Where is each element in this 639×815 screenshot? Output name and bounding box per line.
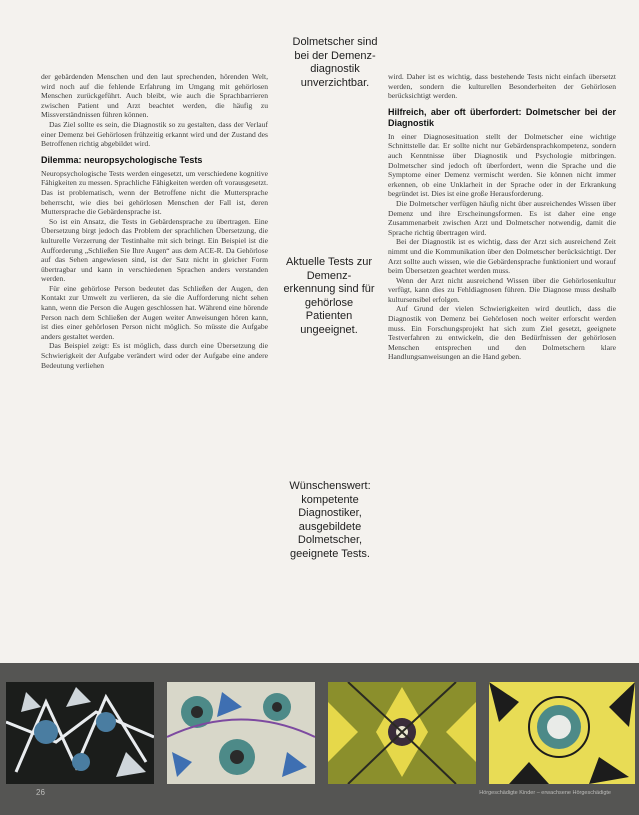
kaleidoscope-image-4	[489, 682, 635, 784]
right-paragraph-1: In einer Diagnosesituation stellt der Dolmetscher eine wichtige Schnittstelle dar. Er sollte nicht nur Gebärdensprachkompetenz, sondern auch Kenntnisse über Diagnostik und Psychologie mitbringen. Dolmetscher sind jedoch oft überfordert, wenn die Sprache und die Symptome einer Demenz vermischt werden. Sie können nicht immer erkennen, ob eine Unklarheit in der Sprache oder in der Erkrankung begründet ist. Dies ist eine große Herausforderung.	[388, 131, 616, 199]
section-heading-dilemma: Dilemma: neuropsychologische Tests	[41, 154, 203, 165]
left-paragraph-3: Für eine gehörlose Person bedeutet das Schließen der Augen, den Kontakt zur Umwelt zu verlieren, da sie die Aufforderung nicht sehen kann, wenn die Person die Augen geschlossen hat. Während eine hörende Person nach dem Schließen der Augen weiter Anweisungen hören kann, ist dies einer gehörlosen Person nicht möglich. So müsste die Aufgabe anders gestaltet werden.	[41, 283, 268, 341]
kaleidoscope-image-1	[6, 682, 154, 784]
page-number: 26	[36, 788, 45, 797]
kaleidoscope-image-2	[167, 682, 315, 784]
right-intro-paragraph-1: wird. Daher ist es wichtig, dass bestehende Tests nicht einfach übersetzt werden, sondern die kulturellen Besonderheiten der Gehörlosen berücksichtigt werden.	[388, 72, 616, 101]
left-paragraph-2: So ist ein Ansatz, die Tests in Gebärdensprache zu übertragen. Eine Übersetzung birgt jedoch das Problem der sprachlichen Übersetzung, die kulturelle Verzerrung der Testinhalte mit sich bringt. Ein Beispiel ist die Aufforderung „Schließen Sie Ihre Augen“ aus dem ACE-R. Da Gehörlose auf das Sehen angewiesen sind, ist der Satz nicht in gleicher Form übertragbar und kann in verschiedenen Sprachen anders verstanden werden.	[41, 216, 268, 284]
left-intro-paragraph-1: der gebärdenden Menschen und den laut sprechenden, hörenden Welt, wird noch auf die fehlende Erfahrung im Umgang mit gehörlosen Menschen zurückgeführt. Auch bleibt, wie auch die Sprachbarrieren zwischen Patient und Arzt beachtet werden, die häufig zu Missverständnissen führen können.	[41, 72, 268, 120]
pull-quote-3: Wünschenswert: kompetente Diagnostiker, ausgebildete Dolmetscher, geeignete Tests.	[289, 480, 371, 560]
right-paragraph-4: Wenn der Arzt nicht ausreichend Wissen über die Gehörlosenkultur verfügt, kann dies zu Fehldiagnosen führen. Die Diagnose muss deshalb kultursensibel erfolgen.	[388, 275, 616, 304]
left-paragraph-4: Das Beispiel zeigt: Es ist möglich, dass durch eine Übersetzung die Schwierigkeit der Aufgabe verändert wird oder der Aufgabe eine andere Bedeutung verliehen	[41, 341, 268, 370]
left-column	[41, 72, 268, 370]
journal-title: Hörgeschädigte Kinder – erwachsene Hörgeschädigte	[479, 790, 611, 796]
pull-quote-2: Aktuelle Tests zur Demenz-erkennung sind für gehörlose Patienten ungeeignet.	[283, 256, 375, 336]
section-heading-dolmetscher: Hilfreich, aber oft überfordert: Dolmetscher bei der Diagnostik	[388, 106, 616, 128]
pull-quote-1: Dolmetscher sind bei der Demenz-diagnostik unverzichtbar.	[292, 36, 378, 89]
right-paragraph-3: Bei der Diagnostik ist es wichtig, dass der Arzt sich ausreichend Zeit nimmt und die Kommunikation über den Dolmetscher berücksichtigt. Der Arzt sollte auch wissen, wie die Gebärdensprache funktioniert und worauf beim Übersetzen geachtet werden muss.	[388, 237, 616, 276]
right-paragraph-5: Auf Grund der vielen Schwierigkeiten wird deutlich, dass die Diagnostik von Demenz bei Gehörlosen noch weiter erforscht werden muss. Ein Forschungsprojekt hat sich zum Ziel gesetzt, geeignete Testverfahren zu entwickeln, die den Bedürfnissen der gehörlosen Menschen entsprechen und den Dolmetschern klare Handlungsanweisungen an die Hand geben.	[388, 304, 616, 362]
left-paragraph-1: Neuropsychologische Tests werden eingesetzt, um verschiedene kognitive Fähigkeiten zu messen. Sprachliche Fähigkeiten werden oft vorausgesetzt. Das ist problematisch, wenn der Betroffene nicht die Muttersprache beherrscht, wie dies bei gehörlosen Menschen der Fall ist, deren Muttersprache die Gebärdensprache ist.	[41, 168, 268, 217]
right-paragraph-2: Die Dolmetscher verfügen häufig nicht über ausreichendes Wissen über Demenz und ihre Erscheinungsformen. Es ist daher eine enge Zusammenarbeit zwischen Arzt und Dolmetscher notwendig, damit die Sprache richtig übertragen wird.	[388, 198, 616, 237]
right-column	[388, 72, 616, 362]
left-intro-paragraph-2: Das Ziel sollte es sein, die Diagnostik so zu gestalten, dass der Verlauf einer Demenz bei Gehörlosen frühzeitig erkannt wird und der Zustand des Betroffenen richtig abgebildet wird.	[41, 119, 268, 149]
kaleidoscope-image-3	[328, 682, 476, 784]
